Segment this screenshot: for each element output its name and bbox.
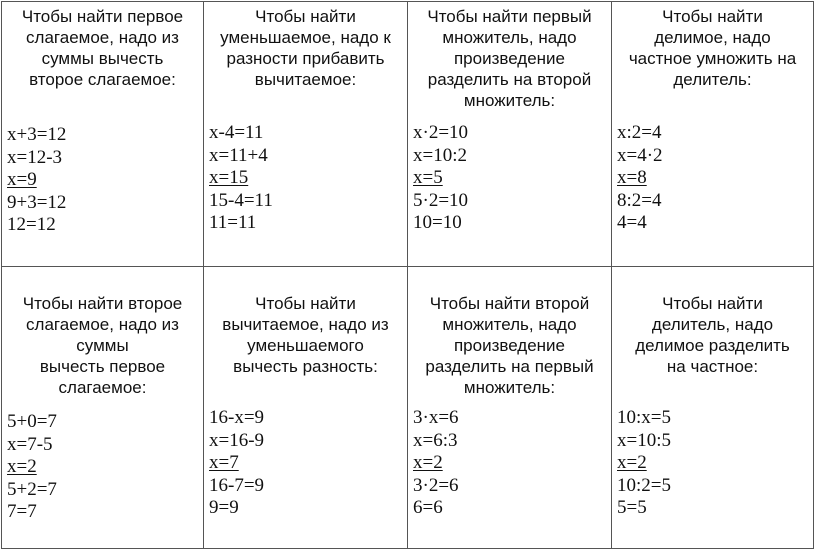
- table-cell: [1, 1, 204, 267]
- rule-text: Чтобы найти второй множитель, надо произведение разделить на первый множитель:: [425, 294, 594, 397]
- equation-line: x+3=12: [7, 124, 67, 145]
- check-line: 5+2=7: [7, 478, 57, 500]
- check-line: 5·2=10: [413, 189, 469, 211]
- table-cell: [204, 267, 408, 549]
- equation-line: 10:x=5: [617, 407, 671, 428]
- answer-line: x=5: [413, 167, 443, 188]
- equation-line: x=4·2: [617, 144, 663, 166]
- table-cell: [612, 1, 814, 267]
- answer-line: x=2: [617, 452, 647, 473]
- table-cell: [408, 267, 612, 549]
- equation-line: x=7-5: [7, 433, 53, 455]
- equation-line: 16-x=9: [209, 407, 265, 428]
- equation-line: 5+0=7: [7, 411, 57, 432]
- solution-steps: [617, 122, 811, 235]
- rule-text: Чтобы найти вычитаемое, надо из уменьшаемого вычесть разность:: [222, 294, 389, 376]
- rule-text: Чтобы найти второе слагаемое, надо из суммы вычесть первое слагаемое:: [22, 294, 183, 397]
- check-line: 16-7=9: [209, 474, 265, 496]
- rules-table: [1, 1, 814, 549]
- rule-text: Чтобы найти уменьшаемое, надо к разности прибавить вычитаемое:: [220, 7, 391, 89]
- answer-line: x=7: [209, 452, 239, 473]
- check-line: 8:2=4: [617, 189, 662, 211]
- rule-text: Чтобы найти первый множитель, надо произведение разделить на второй множитель:: [427, 7, 592, 110]
- equation-line: x=10:2: [413, 144, 467, 166]
- answer-line: x=8: [617, 167, 647, 188]
- equation-line: x=10:5: [617, 429, 671, 451]
- equation-line: 3·x=6: [413, 407, 459, 428]
- table-cell: [1, 267, 204, 549]
- check-line: 15-4=11: [209, 189, 273, 211]
- answer-line: x=15: [209, 167, 249, 188]
- check-result-line: 12=12: [7, 214, 56, 235]
- solution-steps: [413, 407, 609, 520]
- check-result-line: 10=10: [413, 212, 462, 233]
- solution-steps: [617, 407, 811, 520]
- equation-line: x=6:3: [413, 429, 458, 451]
- check-line: 10:2=5: [617, 474, 671, 496]
- check-line: 9+3=12: [7, 191, 67, 213]
- equation-line: x=16-9: [209, 429, 265, 451]
- check-line: 3·2=6: [413, 474, 459, 496]
- check-result-line: 9=9: [209, 497, 239, 518]
- check-result-line: 11=11: [209, 212, 257, 233]
- check-result-line: 7=7: [7, 501, 37, 522]
- table-cell: [612, 267, 814, 549]
- check-result-line: 6=6: [413, 497, 443, 518]
- answer-line: x=2: [413, 452, 443, 473]
- rule-text: Чтобы найти делимое, надо частное умножить на делитель:: [628, 7, 797, 89]
- check-result-line: 4=4: [617, 212, 647, 233]
- answer-line: x=9: [7, 169, 37, 190]
- solution-steps: [209, 407, 405, 520]
- check-result-line: 5=5: [617, 497, 647, 518]
- equation-line: x=12-3: [7, 146, 63, 168]
- solution-steps: [7, 411, 201, 524]
- table-cell: [408, 1, 612, 267]
- rule-text: Чтобы найти первое слагаемое, надо из суммы вычесть второе слагаемое:: [21, 7, 184, 89]
- solution-steps: [7, 124, 201, 237]
- table-cell: [204, 1, 408, 267]
- solution-steps: [209, 122, 405, 235]
- equation-line: x:2=4: [617, 122, 662, 143]
- equation-line: x·2=10: [413, 122, 469, 143]
- answer-line: x=2: [7, 456, 37, 477]
- solution-steps: [413, 122, 609, 235]
- equation-line: x=11+4: [209, 144, 268, 166]
- rule-text: Чтобы найти делитель, надо делимое разделить на частное:: [635, 294, 790, 376]
- equation-line: x-4=11: [209, 122, 264, 143]
